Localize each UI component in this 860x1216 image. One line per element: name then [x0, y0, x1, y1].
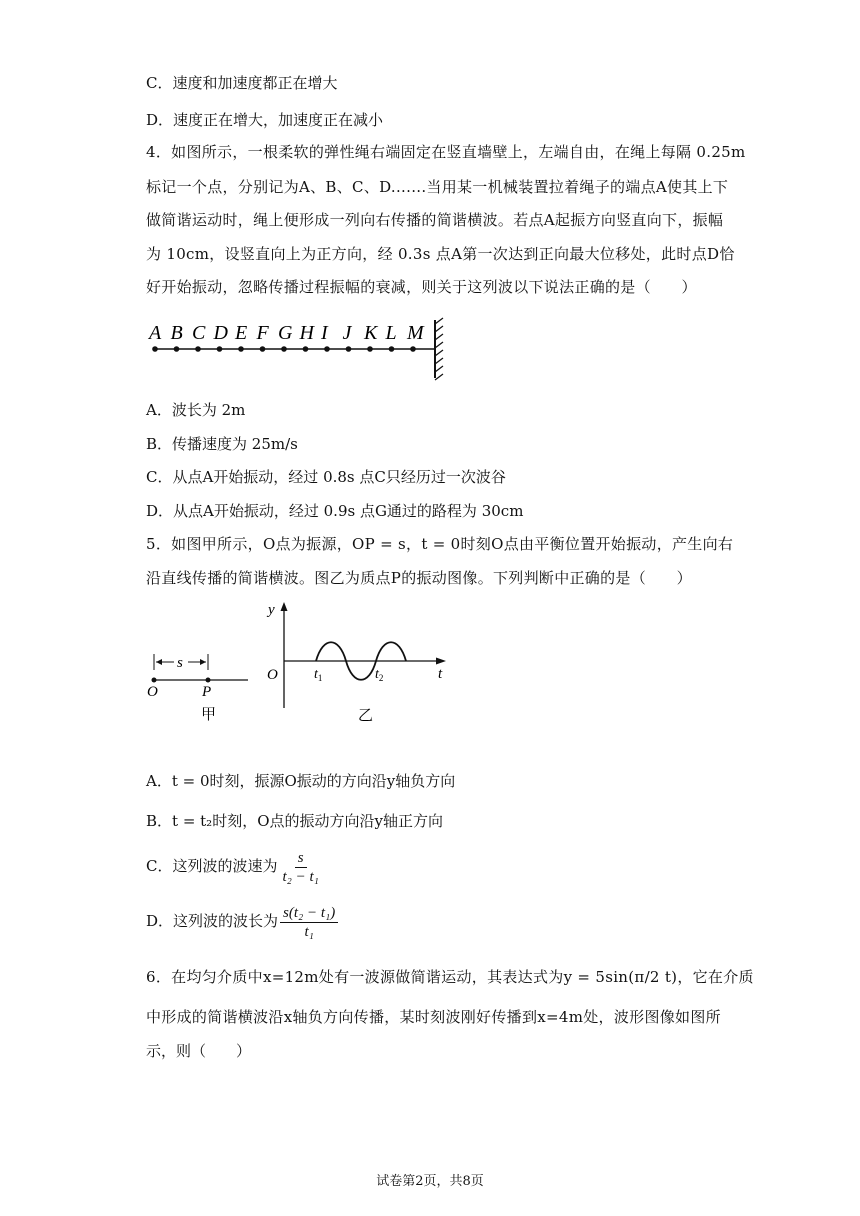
t1-label: $t_1$ [314, 667, 323, 683]
p-label: P [202, 684, 212, 700]
rope-point-m [410, 346, 416, 352]
fraction-denominator: t₁ [304, 923, 314, 940]
q4-stem-line-3: 做简谐运动时，绳上便形成一列向右传播的简谐横波。若点A起振方向竖直向下，振幅 [146, 211, 724, 229]
rope-point-h [303, 346, 309, 352]
q5-figure-jia [140, 640, 255, 725]
q5-option-b: B．t = t₂时刻，O点的振动方向沿y轴正方向 [146, 812, 443, 830]
q4-option-b: B．传播速度为 25m/s [146, 435, 298, 453]
fraction-numerator: s(t₂ − t₁) [280, 904, 338, 923]
fraction-denominator: t₂ − t₁ [282, 868, 319, 885]
rope-label-k: K [364, 322, 378, 344]
s-label: s [177, 655, 183, 671]
origin-label: O [267, 667, 278, 683]
rope-label-e: E [235, 322, 248, 344]
caption-yi: 乙 [358, 708, 374, 724]
rope-label-f: F [256, 322, 269, 344]
rope-point-g [281, 346, 287, 352]
rope-point-b [174, 346, 180, 352]
o-label: O [147, 684, 158, 700]
rope-label-j: J [342, 322, 352, 344]
q6-stem-line-2: 中形成的简谐横波沿x轴负方向传播，某时刻波刚好传播到x=4m处，波形图像如图所 [146, 1008, 721, 1026]
q5-option-c-text: C．这列波的波速为 [146, 857, 278, 875]
q3-option-d: D．速度正在增大，加速度正在减小 [146, 111, 384, 129]
rope-label-d: D [213, 322, 228, 344]
q6-stem-line-3: 示，则（ ） [146, 1042, 252, 1060]
q5-option-c [146, 846, 322, 886]
q5-stem-line-2: 沿直线传播的简谐横波。图乙为质点P的振动图像。下列判断中正确的是（ ） [146, 569, 692, 587]
q4-stem-line-2: 标记一个点，分别记为A、B、C、D.......当用某一机械装置拉着绳子的端点A使其上下 [146, 178, 729, 196]
rope-point-f [260, 346, 266, 352]
rope-point-d [217, 346, 223, 352]
q4-option-d: D．从点A开始振动，经过 0.9s 点G通过的路程为 30cm [146, 502, 524, 520]
q4-stem-line-1: 4．如图所示，一根柔软的弹性绳右端固定在竖直墙壁上，左端自由，在绳上每隔 0.25m [146, 143, 746, 161]
rope-label-b: B [170, 322, 183, 344]
q4-rope-figure [140, 312, 460, 382]
rope-point-e [238, 346, 244, 352]
q4-option-a: A．波长为 2m [146, 401, 246, 419]
rope-point-a [152, 346, 158, 352]
q5-stem-line-1: 5．如图甲所示，O点为振源，OP = s，t = 0时刻O点由平衡位置开始振动，产生向右 [146, 535, 734, 553]
q5-option-d [146, 900, 338, 942]
caption-jia: 甲 [201, 707, 217, 723]
rope-label-i: I [321, 322, 328, 344]
y-axis-label: y [268, 602, 275, 618]
rope-point-c [195, 346, 201, 352]
q5-figure-yi [262, 598, 457, 728]
q4-stem-line-5: 好开始振动，忽略传播过程振幅的衰减，则关于这列波以下说法正确的是（ ） [146, 278, 697, 296]
q3-option-c: C．速度和加速度都正在增大 [146, 74, 338, 92]
rope-label-m: M [407, 322, 424, 344]
q4-stem-line-4: 为 10cm，设竖直向上为正方向，经 0.3s 点A第一次达到正向最大位移处，此时点D恰 [146, 245, 735, 263]
t2-label: $t_2$ [375, 667, 384, 683]
wall-hatch [435, 318, 443, 380]
q6-stem-line-1: 6．在均匀介质中x=12m处有一波源做简谐运动，其表达式为y = 5sin(π/2 t)，它在介质 [146, 968, 754, 986]
rope-point-l [389, 346, 395, 352]
fraction-numerator: s [295, 849, 307, 868]
rope-point-i [324, 346, 330, 352]
q4-option-c: C．从点A开始振动，经过 0.8s 点C只经历过一次波谷 [146, 468, 506, 486]
speed-fraction [279, 849, 321, 886]
rope-label-c: C [192, 322, 206, 344]
q5-option-d-text: D．这列波的波长为 [146, 912, 279, 930]
q5-option-a: A．t = 0时刻，振源O振动的方向沿y轴负方向 [146, 772, 456, 790]
rope-label-h: H [299, 322, 314, 344]
rope-label-l: L [385, 322, 397, 344]
page-footer: 试卷第2页，共8页 [376, 1174, 484, 1189]
rope-label-a: A [149, 322, 162, 344]
rope-point-k [367, 346, 373, 352]
t-axis-label: t [438, 666, 443, 682]
rope-point-j [346, 346, 352, 352]
rope-label-g: G [278, 322, 293, 344]
wavelength-fraction [280, 904, 338, 941]
